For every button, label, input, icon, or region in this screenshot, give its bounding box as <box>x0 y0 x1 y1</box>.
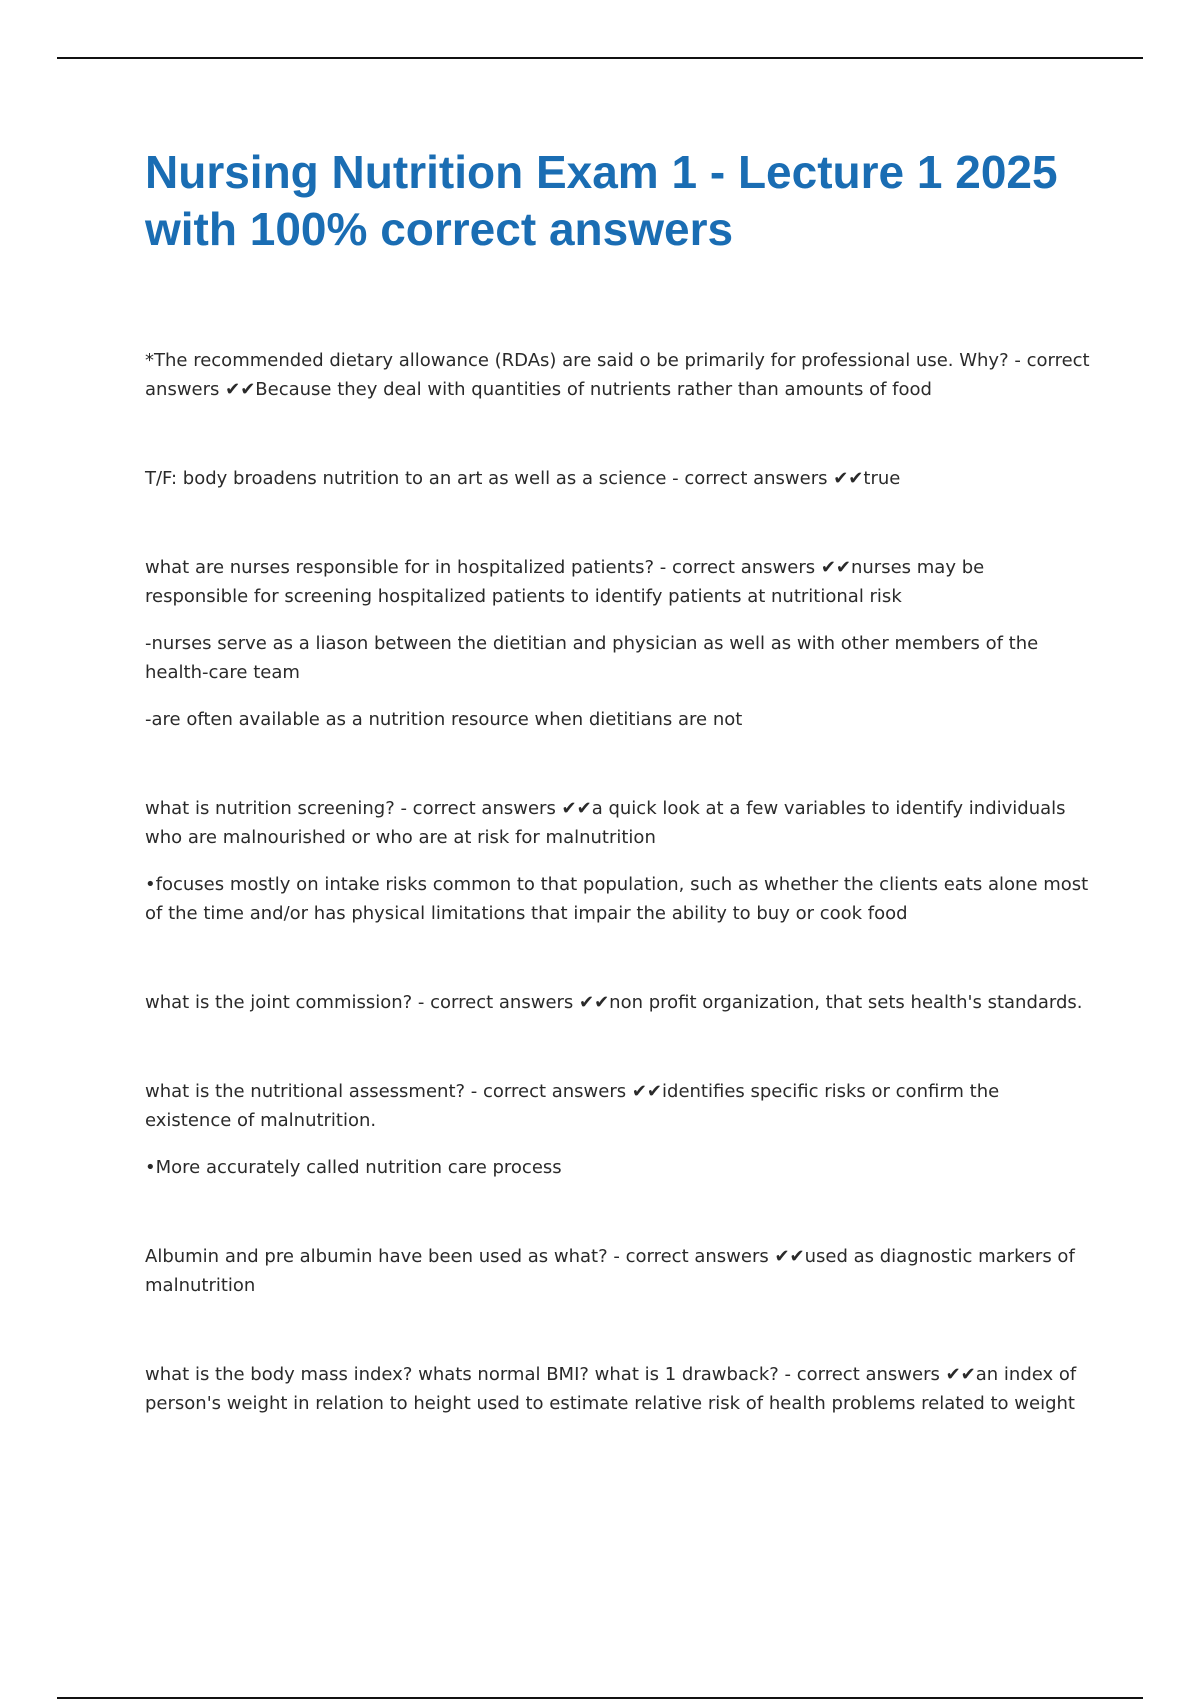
document-title: Nursing Nutrition Exam 1 - Lecture 1 2025 with 100% correct answers <box>145 146 1058 255</box>
qa-item-joint-commission <box>145 988 1090 1017</box>
qa-paragraph: what is the nutritional assessment? - correct answers ✔✔identifies specific risks or confirm the existence of malnutrition. <box>145 1081 1000 1131</box>
qa-item-nutrition-screening <box>145 794 1090 928</box>
header-rule <box>57 57 1143 59</box>
qa-paragraph: -are often available as a nutrition resource when dietitians are not <box>145 709 743 730</box>
qa-paragraph: what is the body mass index? whats normal BMI? what is 1 drawback? - correct answers ✔✔an index of person's weight in relation to height used to estimate relative risk of health problems related to weight <box>145 1364 1077 1414</box>
qa-item-rda <box>145 346 1090 404</box>
qa-paragraph: T/F: body broadens nutrition to an art as well as a science - correct answers ✔✔true <box>145 468 901 489</box>
qa-item-nurse-responsibilities <box>145 553 1090 734</box>
qa-item-nutritional-assessment <box>145 1077 1090 1182</box>
qa-item-albumin <box>145 1242 1090 1300</box>
qa-paragraph: -nurses serve as a liason between the dietitian and physician as well as with other members of the health-care team <box>145 633 1039 683</box>
qa-paragraph: what is the joint commission? - correct answers ✔✔non profit organization, that sets health's standards. <box>145 992 1083 1013</box>
qa-paragraph: what is nutrition screening? - correct answers ✔✔a quick look at a few variables to identify individuals who are malnourished or who are at risk for malnutrition <box>145 798 1066 848</box>
footer-rule <box>57 1697 1143 1699</box>
qa-list <box>145 346 1090 1478</box>
qa-paragraph: *The recommended dietary allowance (RDAs) are said o be primarily for professional use. Why? - correct answers ✔✔Because they deal with quantities of nutrients rather than amounts of food <box>145 350 1090 400</box>
qa-paragraph: •More accurately called nutrition care process <box>145 1157 562 1178</box>
qa-item-bmi <box>145 1360 1090 1418</box>
qa-paragraph: •focuses mostly on intake risks common to that population, such as whether the clients eats alone most of the time and/or has physical limitations that impair the ability to buy or cook food <box>145 874 1089 924</box>
qa-paragraph: Albumin and pre albumin have been used as what? - correct answers ✔✔used as diagnostic markers of malnutrition <box>145 1246 1075 1296</box>
qa-item-art-science <box>145 464 1090 493</box>
qa-paragraph: what are nurses responsible for in hospitalized patients? - correct answers ✔✔nurses may be responsible for screening hospitalized patients to identify patients at nutritional risk <box>145 557 985 607</box>
